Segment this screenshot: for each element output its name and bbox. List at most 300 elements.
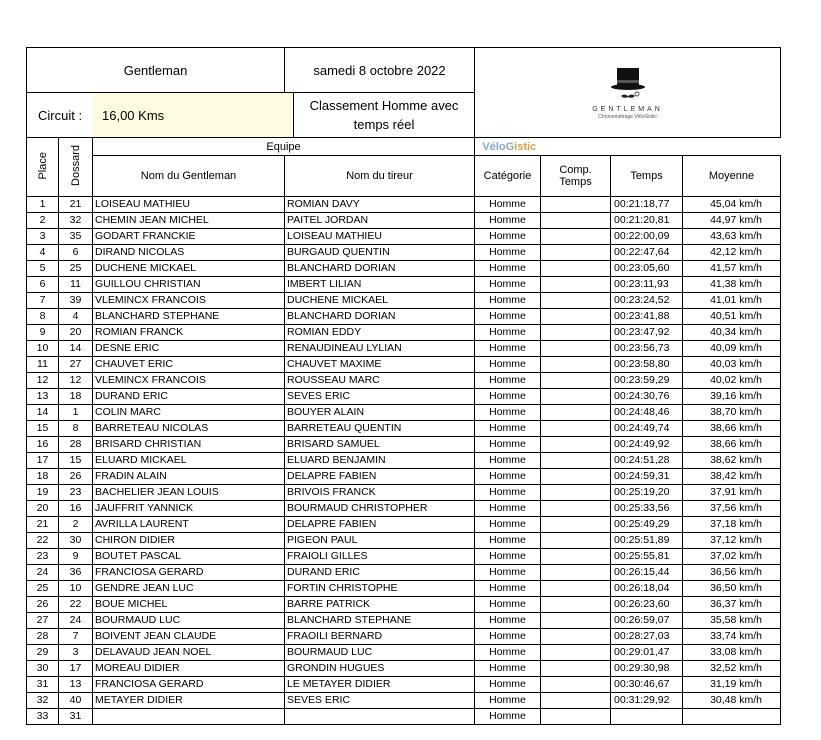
table-row: [27, 501, 781, 517]
dossard-cell: 26: [59, 469, 93, 485]
tireur-cell: PIGEON PAUL: [285, 533, 475, 549]
comp-temps-cell: [541, 261, 611, 277]
comp-temps-cell: [541, 389, 611, 405]
place-cell: 18: [27, 469, 59, 485]
categorie-cell: Homme: [475, 645, 541, 661]
comp-temps-cell: [541, 197, 611, 213]
dossard-cell: 35: [59, 229, 93, 245]
comp-temps-cell: [541, 309, 611, 325]
tireur-cell: BRISARD SAMUEL: [285, 437, 475, 453]
comp-temps-cell: [541, 629, 611, 645]
gentleman-cell: BOIVENT JEAN CLAUDE: [93, 629, 285, 645]
comp-temps-cell: [541, 645, 611, 661]
dossard-cell: 25: [59, 261, 93, 277]
dossard-cell: 16: [59, 501, 93, 517]
table-row: [27, 229, 781, 245]
comp-temps-cell: [541, 245, 611, 261]
temps-cell: 00:23:47,92: [611, 325, 683, 341]
results-body: [27, 197, 781, 725]
moyenne-cell: 31,19 km/h: [683, 677, 781, 693]
place-cell: 3: [27, 229, 59, 245]
moyenne-cell: 36,56 km/h: [683, 565, 781, 581]
categorie-cell: Homme: [475, 213, 541, 229]
moyenne-cell: 40,03 km/h: [683, 357, 781, 373]
dossard-cell: 3: [59, 645, 93, 661]
place-cell: 22: [27, 533, 59, 549]
categorie-cell: Homme: [475, 677, 541, 693]
temps-cell: 00:23:59,29: [611, 373, 683, 389]
categorie-cell: Homme: [475, 597, 541, 613]
comp-temps-cell: [541, 293, 611, 309]
comp-temps-cell: [541, 453, 611, 469]
categorie-cell: Homme: [475, 533, 541, 549]
comp-temps-cell: [541, 213, 611, 229]
dossard-cell: 4: [59, 309, 93, 325]
table-row: [27, 293, 781, 309]
comp-temps-cell: [541, 501, 611, 517]
categorie-cell: Homme: [475, 293, 541, 309]
top-hat-icon: [593, 66, 663, 106]
table-row: [27, 389, 781, 405]
results-table: [26, 47, 781, 725]
gentleman-cell: DELAVAUD JEAN NOEL: [93, 645, 285, 661]
moyenne-cell: 37,18 km/h: [683, 517, 781, 533]
categorie-cell: Homme: [475, 357, 541, 373]
categorie-cell: Homme: [475, 629, 541, 645]
moyenne-cell: 38,42 km/h: [683, 469, 781, 485]
tireur-cell: FORTIN CHRISTOPHE: [285, 581, 475, 597]
tireur-cell: FRAIOLI GILLES: [285, 549, 475, 565]
moyenne-cell: 40,02 km/h: [683, 373, 781, 389]
moyenne-cell: 33,74 km/h: [683, 629, 781, 645]
categorie-cell: Homme: [475, 341, 541, 357]
tireur-cell: DUCHENE MICKAEL: [285, 293, 475, 309]
table-row: [27, 341, 781, 357]
dossard-cell: 6: [59, 245, 93, 261]
tireur-cell: BARRETEAU QUENTIN: [285, 421, 475, 437]
comp-temps-cell: [541, 437, 611, 453]
table-row: [27, 581, 781, 597]
moyenne-cell: 37,12 km/h: [683, 533, 781, 549]
dossard-cell: 21: [59, 197, 93, 213]
place-cell: 4: [27, 245, 59, 261]
place-cell: 29: [27, 645, 59, 661]
gentleman-cell: AVRILLA LAURENT: [93, 517, 285, 533]
moyenne-cell: 42,12 km/h: [683, 245, 781, 261]
gentleman-cell: METAYER DIDIER: [93, 693, 285, 709]
dossard-cell: 2: [59, 517, 93, 533]
categorie-cell: Homme: [475, 437, 541, 453]
gentleman-cell: VLEMINCX FRANCOIS: [93, 293, 285, 309]
dossard-cell: 22: [59, 597, 93, 613]
place-cell: 11: [27, 357, 59, 373]
gentleman-cell: BLANCHARD STEPHANE: [93, 309, 285, 325]
table-row: [27, 533, 781, 549]
tireur-cell: PAITEL JORDAN: [285, 213, 475, 229]
gentleman-cell: CHEMIN JEAN MICHEL: [93, 213, 285, 229]
moyenne-cell: 37,56 km/h: [683, 501, 781, 517]
temps-cell: 00:24:48,46: [611, 405, 683, 421]
table-row: [27, 693, 781, 709]
dossard-cell: 11: [59, 277, 93, 293]
gentleman-cell: DURAND ERIC: [93, 389, 285, 405]
table-row: [27, 437, 781, 453]
gentleman-cell: BACHELIER JEAN LOUIS: [93, 485, 285, 501]
moyenne-cell: 37,91 km/h: [683, 485, 781, 501]
comp-temps-cell: [541, 661, 611, 677]
dossard-cell: 36: [59, 565, 93, 581]
dossard-cell: 24: [59, 613, 93, 629]
dossard-cell: 30: [59, 533, 93, 549]
place-cell: 21: [27, 517, 59, 533]
col-moyenne: Moyenne: [683, 156, 781, 197]
temps-cell: [611, 709, 683, 725]
gentleman-cell: GUILLOU CHRISTIAN: [93, 277, 285, 293]
tireur-cell: BARRE PATRICK: [285, 597, 475, 613]
moyenne-cell: 33,08 km/h: [683, 645, 781, 661]
place-cell: 20: [27, 501, 59, 517]
categorie-cell: Homme: [475, 389, 541, 405]
tireur-cell: FRAOILI BERNARD: [285, 629, 475, 645]
dossard-cell: 9: [59, 549, 93, 565]
logo-area: [475, 48, 781, 138]
categorie-cell: Homme: [475, 245, 541, 261]
gentleman-cell: FRADIN ALAIN: [93, 469, 285, 485]
moyenne-cell: 41,38 km/h: [683, 277, 781, 293]
temps-cell: 00:29:30,98: [611, 661, 683, 677]
temps-cell: 00:25:19,20: [611, 485, 683, 501]
categorie-cell: Homme: [475, 405, 541, 421]
tireur-cell: ELUARD BENJAMIN: [285, 453, 475, 469]
place-cell: 9: [27, 325, 59, 341]
moyenne-cell: 40,09 km/h: [683, 341, 781, 357]
table-row: [27, 213, 781, 229]
place-cell: 27: [27, 613, 59, 629]
table-row: [27, 517, 781, 533]
col-place: Place: [27, 138, 59, 197]
place-cell: 24: [27, 565, 59, 581]
col-tireur: Nom du tireur: [285, 156, 475, 197]
circuit-value: 16,00 Kms: [93, 93, 294, 137]
gentleman-cell: GENDRE JEAN LUC: [93, 581, 285, 597]
place-cell: 14: [27, 405, 59, 421]
dossard-cell: 27: [59, 357, 93, 373]
gentleman-cell: GODART FRANCKIE: [93, 229, 285, 245]
logo-subtitle: Chronométrage VéloGistic: [598, 113, 657, 120]
comp-temps-cell: [541, 613, 611, 629]
gentleman-cell: ELUARD MICKAEL: [93, 453, 285, 469]
table-row: [27, 421, 781, 437]
comp-temps-cell: [541, 421, 611, 437]
comp-temps-cell: [541, 581, 611, 597]
tireur-cell: SEVES ERIC: [285, 693, 475, 709]
gentleman-cell: LOISEAU MATHIEU: [93, 197, 285, 213]
place-cell: 13: [27, 389, 59, 405]
categorie-cell: Homme: [475, 373, 541, 389]
gentleman-cell: MOREAU DIDIER: [93, 661, 285, 677]
logo-name: GENTLEMAN: [592, 105, 663, 113]
tireur-cell: ROUSSEAU MARC: [285, 373, 475, 389]
dossard-cell: 12: [59, 373, 93, 389]
categorie-cell: Homme: [475, 517, 541, 533]
dossard-cell: 28: [59, 437, 93, 453]
moyenne-cell: 38,66 km/h: [683, 421, 781, 437]
dossard-cell: 32: [59, 213, 93, 229]
categorie-cell: Homme: [475, 453, 541, 469]
table-row: [27, 709, 781, 725]
col-categorie: Catégorie: [475, 156, 541, 197]
moyenne-cell: 32,52 km/h: [683, 661, 781, 677]
gentleman-cell: COLIN MARC: [93, 405, 285, 421]
place-cell: 23: [27, 549, 59, 565]
gentleman-cell: VLEMINCX FRANCOIS: [93, 373, 285, 389]
comp-temps-cell: [541, 469, 611, 485]
place-cell: 31: [27, 677, 59, 693]
categorie-cell: Homme: [475, 693, 541, 709]
table-row: [27, 197, 781, 213]
table-row: [27, 469, 781, 485]
gentleman-cell: BRISARD CHRISTIAN: [93, 437, 285, 453]
table-row: [27, 325, 781, 341]
place-cell: 5: [27, 261, 59, 277]
moyenne-cell: 38,66 km/h: [683, 437, 781, 453]
tireur-cell: SEVES ERIC: [285, 389, 475, 405]
dossard-cell: 39: [59, 293, 93, 309]
tireur-cell: BOURMAUD LUC: [285, 645, 475, 661]
place-cell: 12: [27, 373, 59, 389]
categorie-cell: Homme: [475, 485, 541, 501]
temps-cell: 00:24:51,28: [611, 453, 683, 469]
moyenne-cell: 38,62 km/h: [683, 453, 781, 469]
tireur-cell: LOISEAU MATHIEU: [285, 229, 475, 245]
tireur-cell: DURAND ERIC: [285, 565, 475, 581]
tireur-cell: ROMIAN EDDY: [285, 325, 475, 341]
moyenne-cell: 44,97 km/h: [683, 213, 781, 229]
gentleman-cell: CHAUVET ERIC: [93, 357, 285, 373]
tireur-cell: LE METAYER DIDIER: [285, 677, 475, 693]
moyenne-cell: [683, 709, 781, 725]
comp-temps-cell: [541, 565, 611, 581]
table-row: [27, 405, 781, 421]
categorie-cell: Homme: [475, 261, 541, 277]
temps-cell: 00:22:00,09: [611, 229, 683, 245]
place-cell: 17: [27, 453, 59, 469]
categorie-cell: Homme: [475, 613, 541, 629]
tireur-cell: DELAPRE FABIEN: [285, 517, 475, 533]
tireur-cell: BOUYER ALAIN: [285, 405, 475, 421]
gentleman-cell: BOURMAUD LUC: [93, 613, 285, 629]
dossard-cell: 8: [59, 421, 93, 437]
comp-temps-cell: [541, 357, 611, 373]
tireur-cell: IMBERT LILIAN: [285, 277, 475, 293]
categorie-cell: Homme: [475, 501, 541, 517]
temps-cell: 00:26:23,60: [611, 597, 683, 613]
comp-temps-cell: [541, 693, 611, 709]
moyenne-cell: 43,63 km/h: [683, 229, 781, 245]
tireur-cell: DELAPRE FABIEN: [285, 469, 475, 485]
place-cell: 2: [27, 213, 59, 229]
categorie-cell: Homme: [475, 469, 541, 485]
tireur-cell: BLANCHARD DORIAN: [285, 261, 475, 277]
dossard-cell: 20: [59, 325, 93, 341]
circuit-row: [27, 93, 475, 138]
comp-temps-cell: [541, 229, 611, 245]
gentleman-cell: FRANCIOSA GERARD: [93, 677, 285, 693]
comp-temps-cell: [541, 485, 611, 501]
temps-cell: 00:25:51,89: [611, 533, 683, 549]
col-equipe: Equipe: [93, 138, 475, 156]
moyenne-cell: 41,01 km/h: [683, 293, 781, 309]
comp-temps-cell: [541, 373, 611, 389]
place-cell: 19: [27, 485, 59, 501]
moyenne-cell: 40,34 km/h: [683, 325, 781, 341]
table-row: [27, 613, 781, 629]
comp-temps-cell: [541, 709, 611, 725]
place-cell: 10: [27, 341, 59, 357]
place-cell: 33: [27, 709, 59, 725]
temps-cell: 00:26:18,04: [611, 581, 683, 597]
comp-temps-cell: [541, 597, 611, 613]
classement-line1: Classement Homme avec: [309, 98, 459, 113]
tireur-cell: CHAUVET MAXIME: [285, 357, 475, 373]
place-cell: 25: [27, 581, 59, 597]
tireur-cell: RENAUDINEAU LYLIAN: [285, 341, 475, 357]
dossard-cell: 10: [59, 581, 93, 597]
gentleman-cell: BARRETEAU NICOLAS: [93, 421, 285, 437]
temps-cell: 00:23:58,80: [611, 357, 683, 373]
gentleman-cell: FRANCIOSA GERARD: [93, 565, 285, 581]
categorie-cell: Homme: [475, 421, 541, 437]
tireur-cell: BLANCHARD DORIAN: [285, 309, 475, 325]
comp-temps-cell: [541, 549, 611, 565]
moyenne-cell: 39,16 km/h: [683, 389, 781, 405]
temps-cell: 00:23:24,52: [611, 293, 683, 309]
place-cell: 28: [27, 629, 59, 645]
table-row: [27, 277, 781, 293]
gentleman-cell: DIRAND NICOLAS: [93, 245, 285, 261]
categorie-cell: Homme: [475, 229, 541, 245]
temps-cell: 00:25:55,81: [611, 549, 683, 565]
categorie-cell: Homme: [475, 277, 541, 293]
place-cell: 30: [27, 661, 59, 677]
place-cell: 32: [27, 693, 59, 709]
dossard-cell: 23: [59, 485, 93, 501]
moyenne-cell: 38,70 km/h: [683, 405, 781, 421]
table-row: [27, 309, 781, 325]
temps-cell: 00:24:59,31: [611, 469, 683, 485]
dossard-cell: 15: [59, 453, 93, 469]
table-row: [27, 373, 781, 389]
categorie-cell: Homme: [475, 549, 541, 565]
dossard-cell: 13: [59, 677, 93, 693]
place-cell: 26: [27, 597, 59, 613]
classement-line2: temps réel: [353, 117, 415, 132]
event-name: Gentleman: [27, 48, 285, 92]
dossard-cell: 1: [59, 405, 93, 421]
temps-cell: 00:21:18,77: [611, 197, 683, 213]
dossard-cell: 31: [59, 709, 93, 725]
categorie-cell: Homme: [475, 309, 541, 325]
gentleman-cell: DESNE ERIC: [93, 341, 285, 357]
dossard-cell: 7: [59, 629, 93, 645]
moyenne-cell: 40,51 km/h: [683, 309, 781, 325]
table-row: [27, 261, 781, 277]
dossard-cell: 40: [59, 693, 93, 709]
temps-cell: 00:24:49,92: [611, 437, 683, 453]
table-row: [27, 629, 781, 645]
temps-cell: 00:22:47,64: [611, 245, 683, 261]
tireur-cell: [285, 709, 475, 725]
header-blank: [541, 138, 781, 156]
moyenne-cell: 37,02 km/h: [683, 549, 781, 565]
gentleman-cell: BOUTET PASCAL: [93, 549, 285, 565]
categorie-cell: Homme: [475, 581, 541, 597]
moyenne-cell: 45,04 km/h: [683, 197, 781, 213]
table-row: [27, 245, 781, 261]
temps-cell: 00:29:01,47: [611, 645, 683, 661]
comp-temps-cell: [541, 341, 611, 357]
categorie-cell: Homme: [475, 661, 541, 677]
temps-cell: 00:23:41,88: [611, 309, 683, 325]
tireur-cell: BOURMAUD CHRISTOPHER: [285, 501, 475, 517]
place-cell: 15: [27, 421, 59, 437]
tireur-cell: ROMIAN DAVY: [285, 197, 475, 213]
tireur-cell: BLANCHARD STEPHANE: [285, 613, 475, 629]
table-row: [27, 453, 781, 469]
comp-temps-cell: [541, 277, 611, 293]
temps-cell: 00:23:05,60: [611, 261, 683, 277]
comp-temps-cell: [541, 405, 611, 421]
dossard-cell: 18: [59, 389, 93, 405]
temps-cell: 00:25:49,29: [611, 517, 683, 533]
temps-cell: 00:28:27,03: [611, 629, 683, 645]
moyenne-cell: 36,37 km/h: [683, 597, 781, 613]
comp-temps-cell: [541, 677, 611, 693]
table-row: [27, 597, 781, 613]
dossard-cell: 14: [59, 341, 93, 357]
gentleman-cell: ROMIAN FRANCK: [93, 325, 285, 341]
tireur-cell: BRIVOIS FRANCK: [285, 485, 475, 501]
temps-cell: 00:26:15,44: [611, 565, 683, 581]
categorie-cell: Homme: [475, 197, 541, 213]
place-cell: 7: [27, 293, 59, 309]
col-gentleman: Nom du Gentleman: [93, 156, 285, 197]
temps-cell: 00:24:30,76: [611, 389, 683, 405]
categorie-cell: Homme: [475, 709, 541, 725]
circuit-label: Circuit :: [38, 107, 83, 123]
temps-cell: 00:31:29,92: [611, 693, 683, 709]
temps-cell: 00:21:20,81: [611, 213, 683, 229]
moyenne-cell: 41,57 km/h: [683, 261, 781, 277]
moyenne-cell: 35,58 km/h: [683, 613, 781, 629]
col-dossard: Dossard: [59, 138, 93, 197]
comp-temps-cell: [541, 533, 611, 549]
results-sheet: [26, 47, 780, 725]
comp-temps-cell: [541, 325, 611, 341]
comp-temps-cell: [541, 517, 611, 533]
event-title: [27, 48, 475, 93]
dossard-cell: 17: [59, 661, 93, 677]
col-comp-temps: Comp. Temps: [541, 156, 611, 197]
categorie-cell: Homme: [475, 565, 541, 581]
tireur-cell: GRONDIN HUGUES: [285, 661, 475, 677]
table-row: [27, 565, 781, 581]
moyenne-cell: 36,50 km/h: [683, 581, 781, 597]
moyenne-cell: 30,48 km/h: [683, 693, 781, 709]
table-row: [27, 549, 781, 565]
categorie-cell: Homme: [475, 325, 541, 341]
event-date: samedi 8 octobre 2022: [313, 62, 446, 78]
